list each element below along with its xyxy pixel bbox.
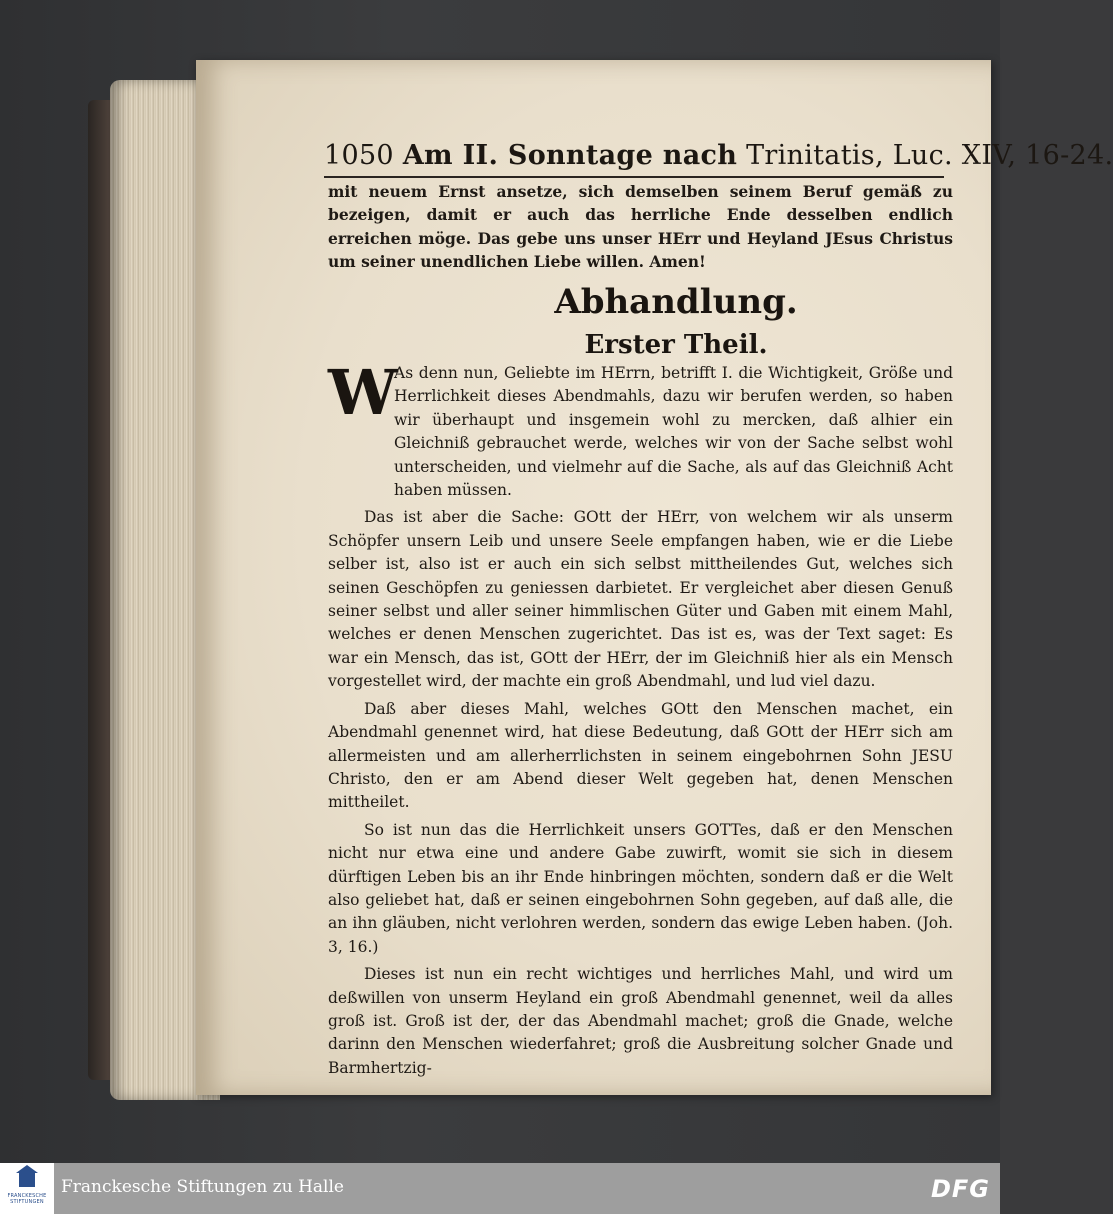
logo-text: FRANCKESCHE STIFTUNGEN xyxy=(7,1193,47,1205)
dfg-logo[interactable]: DFG xyxy=(930,1175,990,1203)
paragraph-3: Daß aber dieses Mahl, welches GOtt den Menschen machet, ein Abendmahl genennet wird, hat diese Bedeutung, daß GOtt der HErr sich am allermeisten und am allerherrlichsten in seinem eingebohrnen Sohn JESU Christo, den er am Abend dieser Welt gegeben hat, denen Menschen mittheilet. xyxy=(328,699,953,812)
francke-logo[interactable] xyxy=(0,1163,54,1214)
paragraph-1 xyxy=(328,356,953,502)
drop-cap: W xyxy=(328,356,398,429)
paragraph-2: Das ist aber die Sache: GOtt der HErr, von welchem wir als unserm Schöpfer unsern Leib und unsere Seele empfangen haben, wie er die Liebe selber ist, also ist er auch ein sich selbst mittheilendes Gut, welches sich seinen Geschöpfen zu geniessen darbietet. Er vergleichet aber diesen Genuß seiner selbst und aller seiner himmlischen Güter und Gaben mit einem Mahl, welches er denen Menschen zugerichtet. Das ist es, was der Text saget: Es war ein Mensch, das ist, GOtt der HErr, der im Gleichniß hier als ein Mensch vorgestellet wird, der machte ein groß Abendmahl, und lud viel dazu. xyxy=(328,508,953,691)
body-text xyxy=(328,356,953,1084)
logo-house-icon xyxy=(19,1171,35,1187)
paragraph-4: So ist nun das die Herrlichkeit unsers GOTTes, daß er den Menschen nicht nur etwa eine und andere Gabe zuwirft, womit sie sich in diesem dürftigen Leben bis an ihr Ende hinbringen möchten, sondern daß er die Welt also geliebet hat, daß er seinen eingebohrnen Sohn gegeben, auf daß alle, die an ihn gläuben, nicht verlohren werden, sondern das ewige Leben haben. (Joh. 3, 16.) xyxy=(328,820,953,956)
header-title-rest: Trinitatis, Luc. XIV, 16-24. xyxy=(746,140,1113,171)
paragraph-1-text: As denn nun, Geliebte im HErrn, betrifft I. die Wichtigkeit, Größe und Herrlichkeit dieses Abendmahls, dazu wir berufen werden, so haben wir überhaupt und insgemein wohl zu mercken, daß alhier ein Gleichniß gebrauchet werde, welches wir von der Sache selbst wohl unterscheiden, und vielmehr auf die Sache, als auf das Gleichniß Acht haben müssen. xyxy=(394,364,953,500)
intro-text xyxy=(328,180,953,278)
section-heading: Abhandlung. xyxy=(554,282,798,322)
viewer-footer xyxy=(0,1163,1000,1214)
header-title-bold: Am II. Sonntage nach xyxy=(402,140,738,171)
institution-name: Franckesche Stiftungen zu Halle xyxy=(61,1177,344,1197)
book-page xyxy=(196,60,1113,1095)
paragraph-5: Dieses ist nun ein recht wichtiges und herrliches Mahl, und wird um deßwillen von unserm Heyland ein groß Abendmahl genennet, weil da alles groß ist. Groß ist der, der das Abendmahl machet; groß die Gnade, welche darinn den Menschen wiederfahret; groß die Ausbreitung solcher Gnade und Barmhertzig- xyxy=(328,965,953,1077)
section-subheading: Erster Theil. xyxy=(584,330,768,360)
running-header xyxy=(324,140,1113,171)
intro-paragraph: mit neuem Ernst ansetze, sich demselben seinem Beruf gemäß zu bezeigen, damit er auch das herrliche Ende desselben endlich erreichen möge. Das gebe uns unser HErr und Heyland JEsus Christus um seiner unendlichen Liebe willen. Amen! xyxy=(328,182,953,272)
page-number: 1050 xyxy=(324,140,394,171)
header-rule xyxy=(324,176,944,178)
